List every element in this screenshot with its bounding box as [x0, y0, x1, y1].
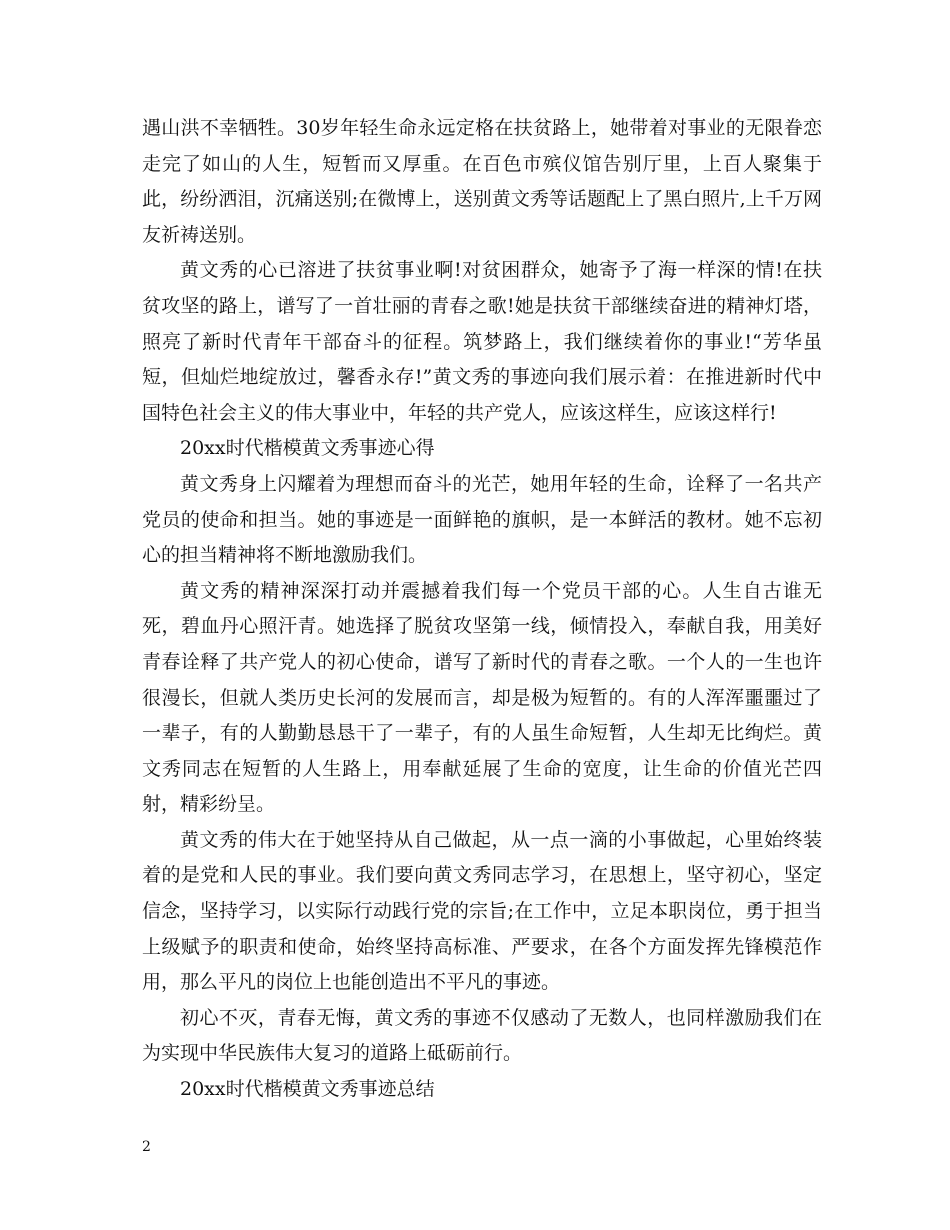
paragraph: 黄文秀的精神深深打动并震撼着我们每一个党员干部的心。人生自古谁无死，碧血丹心照汗青。她选择了脱贫攻坚第一线，倾情投入，奉献自我，用美好青春诠释了共产党人的初心使命，谱写了新时代的青春之歌。一个人的一生也许很漫长，但就人类历史长河的发展而言，却是极为短暂的。有的人浑浑噩噩过了一辈子，有的人勤勤恳恳干了一辈子，有的人虽生命短暂，人生却无比绚烂。黄文秀同志在短暂的人生路上，用奉献延展了生命的宽度，让生命的价值光芒四射，精彩纷呈。: [142, 579, 822, 816]
paragraph-continuation: 遇山洪不幸牺牲。30岁年轻生命永远定格在扶贫路上，她带着对事业的无限眷恋走完了如山的人生，短暂而又厚重。在百色市殡仪馆告别厅里，上百人聚集于此，纷纷洒泪，沉痛送别;在微博上，送别黄文秀等话题配上了黑白照片,上千万网友祈祷送别。: [142, 117, 822, 246]
paragraph: 黄文秀的伟大在于她坚持从自己做起，从一点一滴的小事做起，心里始终装着的是党和人民的事业。我们要向黄文秀同志学习，在思想上，坚守初心，坚定信念，坚持学习，以实际行动践行党的宗旨;在工作中，立足本职岗位，勇于担当上级赋予的职责和使命，始终坚持高标准、严要求，在各个方面发挥先锋模范作用，那么平凡的岗位上也能创造出不平凡的事迹。: [142, 828, 822, 994]
page-number: 2: [142, 1139, 151, 1155]
section-heading: 20xx时代楷模黄文秀事迹心得: [180, 437, 435, 460]
paragraph: 黄文秀身上闪耀着为理想而奋斗的光芒，她用年轻的生命，诠释了一名共产党员的使命和担当。她的事迹是一面鲜艳的旗帜，是一本鲜活的教材。她不忘初心的担当精神将不断地激励我们。: [142, 472, 822, 567]
body-text: [142, 111, 822, 1108]
paragraph: 黄文秀的心已溶进了扶贫事业啊!对贫困群众，她寄予了海一样深的情!在扶贫攻坚的路上，谱写了一首壮丽的青春之歌!她是扶贫干部继续奋进的精神灯塔，照亮了新时代青年干部奋斗的征程。筑梦路上，我们继续着你的事业!“芳华虽短，但灿烂地绽放过，馨香永存!”黄文秀的事迹向我们展示着：在推进新时代中国特色社会主义的伟大事业中，年轻的共产党人，应该这样生，应该这样行!: [142, 259, 822, 424]
paragraph: 初心不灭，青春无悔，黄文秀的事迹不仅感动了无数人，也同样激励我们在为实现中华民族伟大复习的道路上砥砺前行。: [142, 1006, 822, 1065]
section-heading: 20xx时代楷模黄文秀事迹总结: [180, 1078, 435, 1101]
